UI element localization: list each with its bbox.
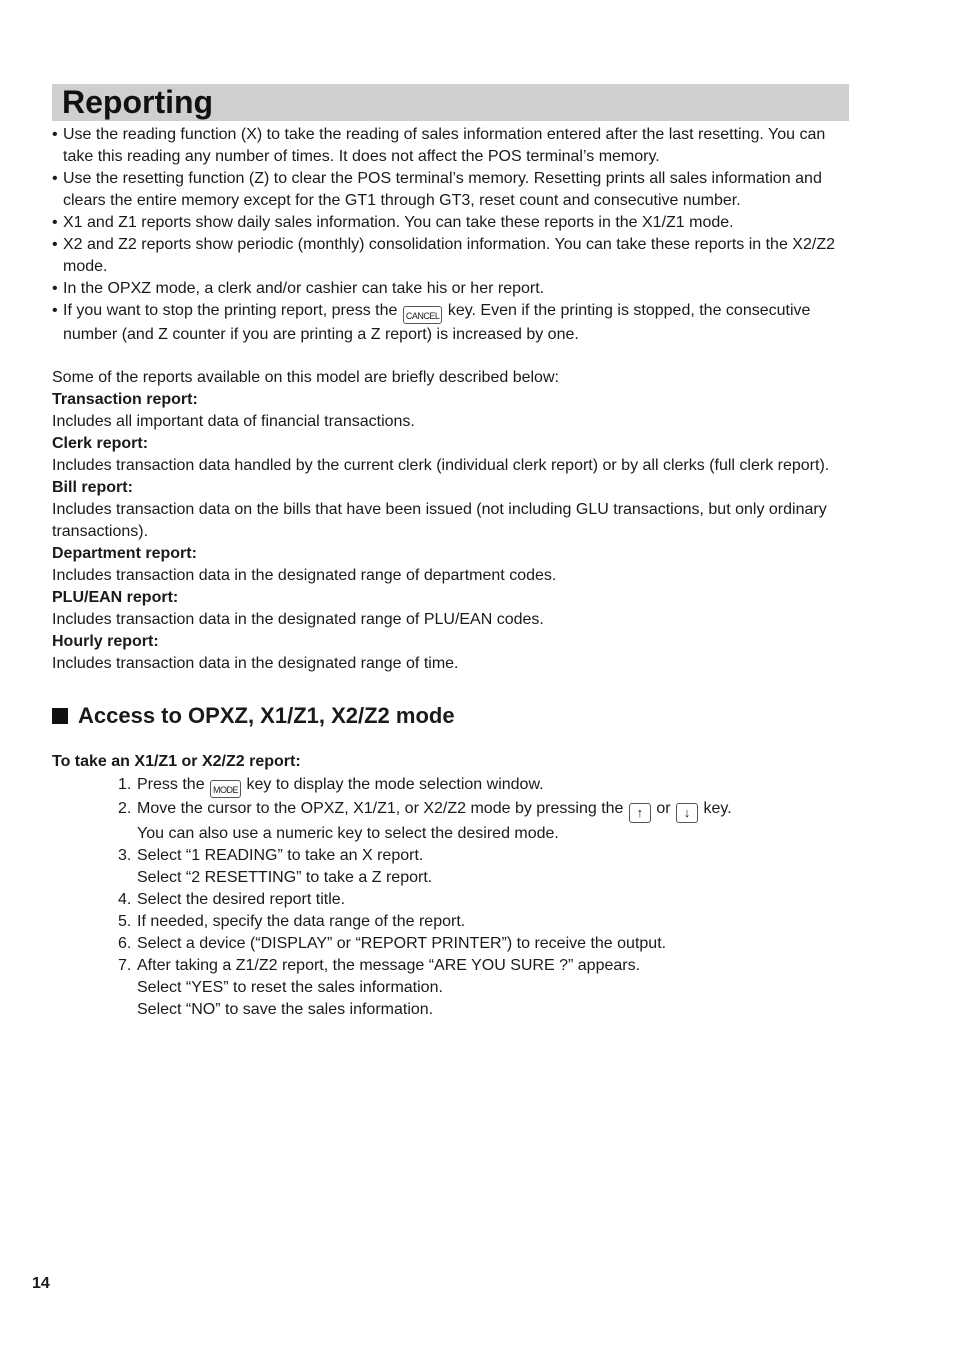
report-name: PLU/EAN report: xyxy=(52,589,179,606)
report-name: Clerk report: xyxy=(52,435,149,452)
procedure-title: To take an X1/Z1 or X2/Z2 report: xyxy=(52,753,301,770)
cancel-key-icon: CANCEL xyxy=(403,306,443,324)
step-item xyxy=(118,845,838,889)
step-item xyxy=(118,911,838,933)
bullet-text: key. Even if the printing is stopped, the consecutive number (and Z counter if you are printing a Z report) is increased by one. xyxy=(63,302,811,343)
report-description: Includes transaction data in the designated range of PLU/EAN codes. xyxy=(52,611,544,628)
report-description: Includes all important data of financial transactions. xyxy=(52,413,415,430)
step-text: Select the desired report title. xyxy=(137,891,346,908)
step-text: Select “1 READING” to take an X report. xyxy=(137,847,424,864)
step-text: key. xyxy=(703,800,732,817)
reports-intro: Some of the reports available on this model are briefly described below: xyxy=(52,369,559,386)
mode-key-icon: MODE xyxy=(210,780,241,798)
step-number: 5. xyxy=(118,913,132,930)
step-number: 4. xyxy=(118,891,132,908)
bullet-item xyxy=(52,234,852,278)
bullet-text: Use the resetting function (Z) to clear the POS terminal’s memory. Resetting prints all sales information and clears the entire memory except for the GT1 through GT3, reset count and consecutive number. xyxy=(63,170,822,209)
step-item xyxy=(118,774,838,798)
step-text: After taking a Z1/Z2 report, the message “ARE YOU SURE ?” appears. xyxy=(137,957,641,974)
bullet-text: In the OPXZ mode, a clerk and/or cashier can take his or her report. xyxy=(63,280,545,297)
page-title-bar xyxy=(52,84,849,121)
step-number: 1. xyxy=(118,776,132,793)
bullet-item xyxy=(52,124,852,168)
bullet-text: X1 and Z1 reports show daily sales information. You can take these reports in the X1/Z1 mode. xyxy=(63,214,734,231)
step-item xyxy=(118,798,838,845)
step-subtext: Select “YES” to reset the sales information. xyxy=(137,979,443,996)
bullet-text: X2 and Z2 reports show periodic (monthly) consolidation information. You can take these reports in the X2/Z2 mode. xyxy=(63,236,835,275)
step-text: If needed, specify the data range of the report. xyxy=(137,913,466,930)
report-name: Transaction report: xyxy=(52,391,198,408)
report-name: Bill report: xyxy=(52,479,133,496)
bullet-item xyxy=(52,300,852,346)
square-bullet-icon xyxy=(52,708,68,724)
step-item xyxy=(118,889,838,911)
step-text: Select a device (“DISPLAY” or “REPORT PRINTER”) to receive the output. xyxy=(137,935,667,952)
step-subtext: Select “NO” to save the sales information. xyxy=(137,1001,434,1018)
procedure-steps xyxy=(118,774,838,1021)
bullet-item xyxy=(52,212,852,234)
step-text: or xyxy=(656,800,671,817)
step-text: Move the cursor to the OPXZ, X1/Z1, or X2/Z2 mode by pressing the xyxy=(137,800,624,817)
step-item xyxy=(118,955,838,1021)
bullet-item xyxy=(52,168,852,212)
report-description: Includes transaction data in the designated range of time. xyxy=(52,655,459,672)
report-name: Hourly report: xyxy=(52,633,159,650)
report-description: Includes transaction data in the designated range of department codes. xyxy=(52,567,557,584)
report-descriptions xyxy=(52,367,852,675)
step-number: 3. xyxy=(118,847,132,864)
page-title: Reporting xyxy=(62,84,214,120)
bullet-text: If you want to stop the printing report, press the xyxy=(63,302,398,319)
step-text: key to display the mode selection window. xyxy=(246,776,544,793)
report-description: Includes transaction data handled by the current clerk (individual clerk report) or by all clerks (full clerk report). xyxy=(52,457,830,474)
step-subtext: Select “2 RESETTING” to take a Z report. xyxy=(137,869,433,886)
bullet-item xyxy=(52,278,852,300)
arrow-up-key-icon: ↑ xyxy=(629,803,651,823)
intro-bullet-list xyxy=(52,124,852,346)
step-number: 7. xyxy=(118,957,132,974)
section-heading-text: Access to OPXZ, X1/Z1, X2/Z2 mode xyxy=(78,703,455,728)
arrow-down-key-icon: ↓ xyxy=(676,803,698,823)
step-number: 6. xyxy=(118,935,132,952)
section-heading xyxy=(52,702,455,730)
page-number: 14 xyxy=(32,1275,50,1292)
step-number: 2. xyxy=(118,800,132,817)
step-text: Press the xyxy=(137,776,205,793)
report-name: Department report: xyxy=(52,545,197,562)
bullet-text: Use the reading function (X) to take the reading of sales information entered after the last resetting. You can take this reading any number of times. It does not affect the POS terminal’s memory. xyxy=(63,126,826,165)
step-subtext: You can also use a numeric key to select the desired mode. xyxy=(137,825,559,842)
step-item xyxy=(118,933,838,955)
report-description: Includes transaction data on the bills that have been issued (not including GLU transactions, but only ordinary transactions). xyxy=(52,501,827,540)
